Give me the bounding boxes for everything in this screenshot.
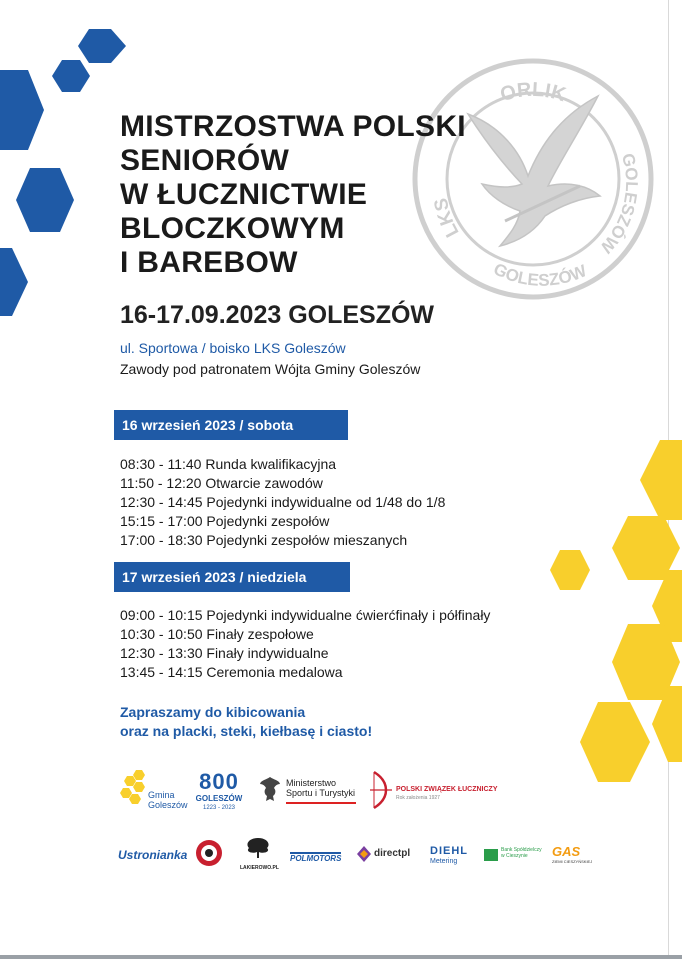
schedule-item: 10:30 - 10:50 Finały zespołowe xyxy=(120,626,314,642)
eagle-icon xyxy=(468,96,600,246)
schedule-item: 12:30 - 14:45 Pojedynki indywidualne od 1/48 do 1/8 xyxy=(120,494,446,510)
directpl-name: directpl xyxy=(374,848,411,859)
yellow-hexagon xyxy=(550,550,590,590)
gmina-goleszow-logo xyxy=(118,768,188,814)
lakierowo-name: LAKIEROWO.PL xyxy=(240,865,279,871)
ministry-line: Ministerstwo xyxy=(286,778,337,788)
diamond-icon xyxy=(356,845,372,863)
schedule-item: 12:30 - 13:30 Finały indywidualne xyxy=(120,645,329,661)
honeycomb-icon xyxy=(118,768,148,808)
schedule-item: 11:50 - 12:20 Otwarcie zawodów xyxy=(120,475,323,491)
lakierowo-logo xyxy=(240,836,279,872)
event-address: ul. Sportowa / boisko LKS Goleszów xyxy=(120,340,346,356)
bank-line: w Cieszynie xyxy=(501,853,528,859)
day2-schedule xyxy=(120,606,490,682)
blue-hexagon xyxy=(0,248,28,316)
title-line: I BAREBOW xyxy=(120,246,298,279)
svg-text:ORLIK xyxy=(498,79,569,107)
title-line: BLOCZKOWYM xyxy=(120,212,345,245)
day1-badge: 16 wrzesień 2023 / sobota xyxy=(114,410,348,440)
gas-name: GAS xyxy=(552,844,581,859)
invitation-line: oraz na placki, steki, kiełbasę i ciasto! xyxy=(120,723,373,739)
diehl-name: DIEHL xyxy=(430,845,468,857)
patronage-note: Zawody pod patronatem Wójta Gminy Goleszów xyxy=(120,361,421,377)
gmina-logo-line: Gmina xyxy=(148,790,175,800)
bank-line: Bank Spółdzielczy xyxy=(501,847,542,853)
jubilee-name: GOLESZÓW xyxy=(195,794,243,803)
polish-eagle-icon xyxy=(258,774,282,804)
title-line: W ŁUCZNICTWIE xyxy=(120,178,368,211)
goleszow-800-logo xyxy=(194,770,244,816)
title-line: SENIORÓW xyxy=(120,144,290,177)
round-badge-icon xyxy=(194,838,224,868)
ministry-line: Sportu i Turystyki xyxy=(286,788,356,798)
pzl-sub: Rok założenia 1927 xyxy=(396,795,440,801)
jubilee-years: 1223 - 2023 xyxy=(202,805,236,811)
yellow-hexagon xyxy=(580,702,650,782)
yellow-hexagon xyxy=(640,440,682,520)
schedule-item: 09:00 - 10:15 Pojedynki indywidualne ćwierćfinały i półfinały xyxy=(120,607,491,623)
tree-icon xyxy=(243,836,273,860)
schedule-item: 15:15 - 17:00 Pojedynki zespołów xyxy=(120,513,330,529)
event-date-location: 16-17.09.2023 GOLESZÓW xyxy=(120,301,435,329)
invitation-line: Zapraszamy do kibicowania xyxy=(120,704,306,720)
diehl-logo xyxy=(430,845,476,869)
gas-sub: ZIEMI CIESZYŃSKIEJ xyxy=(552,859,593,864)
pzl-name: POLSKI ZWIĄZEK ŁUCZNICZY xyxy=(396,786,498,793)
gas-logo xyxy=(552,845,602,869)
blue-hexagon xyxy=(78,29,126,63)
title-line: MISTRZOSTWA POLSKI xyxy=(120,110,466,143)
schedule-item: 13:45 - 14:15 Ceremonia medalowa xyxy=(120,664,343,680)
event-title xyxy=(120,110,466,280)
schedule-item: 17:00 - 18:30 Pojedynki zespołów mieszanych xyxy=(120,532,408,548)
archery-bow-icon xyxy=(368,770,394,810)
blue-hexagon xyxy=(52,60,90,92)
gmina-logo-line: Goleszów xyxy=(148,800,188,810)
diehl-sub: Metering xyxy=(430,858,458,865)
ustronianka-logo: Ustronianka xyxy=(118,848,188,862)
day2-badge: 17 wrzesień 2023 / niedziela xyxy=(114,562,350,592)
schedule-item: 08:30 - 11:40 Runda kwalifikacyjna xyxy=(120,456,337,472)
club-badge-logo xyxy=(194,838,224,868)
bank-mark-icon xyxy=(484,849,498,861)
blue-hexagon xyxy=(16,168,74,232)
ministry-logo xyxy=(258,774,358,810)
emblem-top-text: ORLIK xyxy=(497,78,569,107)
directpl-logo xyxy=(356,845,420,865)
pzl-logo xyxy=(368,770,498,812)
bank-logo xyxy=(484,847,546,867)
blue-hexagon xyxy=(0,70,44,150)
emblem-right-text: GOLESZÓW xyxy=(596,151,642,257)
polmotors-logo: POLMOTORS xyxy=(290,854,342,863)
jubilee-number: 800 xyxy=(199,769,239,794)
emblem-left-text: LKS xyxy=(430,196,464,241)
emblem-bottom-text: GOLESZÓW xyxy=(490,259,590,290)
day1-schedule xyxy=(120,455,445,550)
invitation-text xyxy=(120,703,372,741)
